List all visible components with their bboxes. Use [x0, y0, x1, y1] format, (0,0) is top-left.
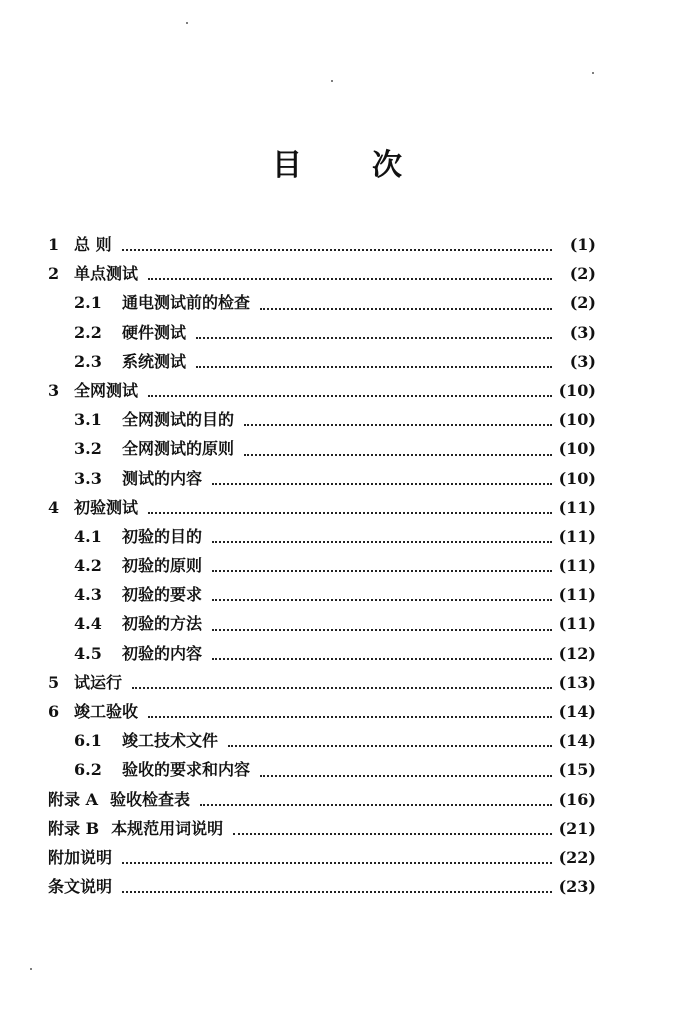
toc-entry-title: 条文说明	[48, 877, 113, 897]
toc-entry[interactable]	[48, 466, 596, 495]
dot-leader	[244, 424, 552, 426]
dot-leader	[132, 687, 552, 689]
dot-leader	[212, 629, 552, 631]
toc-entry-title: 硬件测试	[122, 322, 187, 342]
toc-entry-title: 附加说明	[48, 847, 113, 867]
toc-entry-page: (11)	[558, 585, 596, 605]
toc-entry-page: (14)	[558, 702, 596, 721]
toc-entry-title: 验收检查表	[110, 789, 191, 809]
toc-entry[interactable]	[48, 699, 596, 728]
toc-entry-page: (10)	[558, 380, 596, 400]
toc-entry-page: (2)	[569, 293, 596, 313]
toc-entry-title: 全网测试	[74, 380, 139, 400]
toc-entry-number: 2.2	[74, 322, 102, 342]
toc-entry-page: (15)	[558, 760, 596, 780]
toc-entry-page: (12)	[558, 643, 596, 663]
dot-leader	[196, 337, 552, 339]
toc-entry-page: (11)	[558, 614, 596, 634]
toc-entry-number: 2.3	[74, 351, 102, 371]
toc-entry-title: 初验的方法	[122, 614, 203, 634]
dot-leader	[148, 395, 552, 397]
toc-entry-number: 6.1	[74, 731, 102, 751]
title-char-1: 目	[272, 148, 302, 183]
toc-entry[interactable]	[48, 495, 596, 524]
toc-entry-title: 初验的要求	[122, 585, 203, 605]
dot-leader	[122, 249, 552, 251]
dot-leader	[148, 278, 552, 280]
toc-entry-number: 1	[48, 235, 60, 254]
toc-entry[interactable]	[48, 787, 596, 816]
toc-entry-title: 全网测试的目的	[122, 410, 235, 430]
dot-leader	[233, 833, 552, 835]
toc-entry[interactable]	[48, 641, 596, 670]
toc-entry-page: (3)	[569, 322, 596, 342]
toc-entry[interactable]	[48, 407, 596, 436]
toc-entry[interactable]	[48, 261, 596, 290]
dot-leader	[212, 541, 552, 543]
toc-entry-title: 验收的要求和内容	[122, 760, 251, 780]
dot-leader	[212, 570, 552, 572]
title-char-2: 次	[372, 148, 402, 183]
toc-entry-title: 初验的原则	[122, 556, 203, 576]
dot-leader	[212, 658, 552, 660]
toc-entry[interactable]	[48, 757, 596, 786]
toc-entry-page: (22)	[558, 847, 596, 867]
dot-leader	[196, 366, 552, 368]
toc-entry[interactable]	[48, 378, 596, 407]
toc-entry-page: (13)	[558, 672, 596, 692]
toc-entry-number: 6.2	[74, 760, 102, 780]
toc-entry-page: (3)	[569, 351, 596, 371]
toc-entry[interactable]	[48, 582, 596, 611]
toc-entry-page: (1)	[569, 235, 596, 254]
toc-entry[interactable]	[48, 524, 596, 553]
toc-entry-number: 3.2	[74, 439, 102, 459]
toc-entry-title: 初验的内容	[122, 643, 203, 663]
toc-entry-page: (23)	[558, 877, 596, 897]
toc-entry-number: 4.5	[74, 643, 102, 663]
page-title	[0, 140, 674, 184]
toc-entry-page: (11)	[558, 526, 596, 546]
toc-entry-number: 6	[48, 702, 60, 721]
toc-entry-title: 本规范用词说明	[111, 818, 224, 838]
toc-entry[interactable]	[48, 436, 596, 465]
scan-speck	[592, 72, 594, 74]
dot-leader	[228, 745, 552, 747]
dot-leader	[200, 804, 552, 806]
scan-speck	[331, 80, 333, 82]
toc-entry-page: (11)	[558, 497, 596, 517]
toc-entry[interactable]	[48, 290, 596, 319]
toc-entry-number: 3.3	[74, 468, 102, 488]
table-of-contents	[48, 232, 596, 903]
toc-entry[interactable]	[48, 320, 596, 349]
toc-entry-page: (14)	[558, 731, 596, 751]
toc-entry-title: 竣工验收	[74, 702, 139, 721]
dot-leader	[148, 512, 552, 514]
toc-entry-title: 初验测试	[74, 497, 139, 517]
toc-entry-title: 试运行	[74, 672, 123, 692]
toc-entry-page: (10)	[558, 468, 596, 488]
toc-entry[interactable]	[48, 232, 596, 261]
toc-entry-title: 测试的内容	[122, 468, 203, 488]
toc-entry-title: 单点测试	[74, 264, 139, 284]
toc-entry[interactable]	[48, 611, 596, 640]
toc-entry-number: 4.2	[74, 556, 102, 576]
toc-entry[interactable]	[48, 553, 596, 582]
toc-entry-number: 3.1	[74, 410, 102, 430]
toc-entry-title: 通电测试前的检查	[122, 293, 251, 313]
toc-entry-title: 全网测试的原则	[122, 439, 235, 459]
dot-leader	[260, 308, 552, 310]
toc-entry-number: 4	[48, 497, 60, 517]
toc-entry[interactable]	[48, 349, 596, 378]
toc-entry-page: (2)	[569, 264, 596, 284]
toc-entry-number: 2	[48, 264, 60, 284]
toc-entry-page: (16)	[558, 789, 596, 809]
dot-leader	[122, 862, 552, 864]
toc-entry-number: 2.1	[74, 293, 102, 313]
toc-entry-page: (10)	[558, 439, 596, 459]
toc-entry-number: 4.1	[74, 526, 102, 546]
toc-entry-number: 4.3	[74, 585, 102, 605]
dot-leader	[212, 599, 552, 601]
toc-entry-number: 3	[48, 380, 60, 400]
toc-entry-title: 初验的目的	[122, 526, 203, 546]
toc-entry[interactable]	[48, 845, 596, 874]
toc-entry-number: 5	[48, 672, 60, 692]
toc-entry-number: 附录 B	[48, 818, 100, 838]
toc-entry[interactable]	[48, 728, 596, 757]
toc-entry[interactable]	[48, 816, 596, 845]
scan-speck	[30, 968, 32, 970]
dot-leader	[244, 454, 552, 456]
toc-entry-number: 4.4	[74, 614, 102, 634]
toc-entry[interactable]	[48, 670, 596, 699]
toc-entry-title: 系统测试	[122, 351, 187, 371]
toc-entry-page: (11)	[558, 556, 596, 576]
toc-entry-number: 附录 A	[48, 789, 98, 809]
scan-speck	[186, 22, 188, 24]
toc-entry-page: (21)	[558, 818, 596, 838]
dot-leader	[260, 775, 552, 777]
toc-entry-page: (10)	[558, 410, 596, 430]
toc-entry-title: 总 则	[74, 235, 112, 254]
dot-leader	[212, 483, 552, 485]
toc-entry[interactable]	[48, 874, 596, 903]
toc-entry-title: 竣工技术文件	[122, 731, 219, 751]
dot-leader	[148, 716, 552, 718]
dot-leader	[122, 891, 552, 893]
